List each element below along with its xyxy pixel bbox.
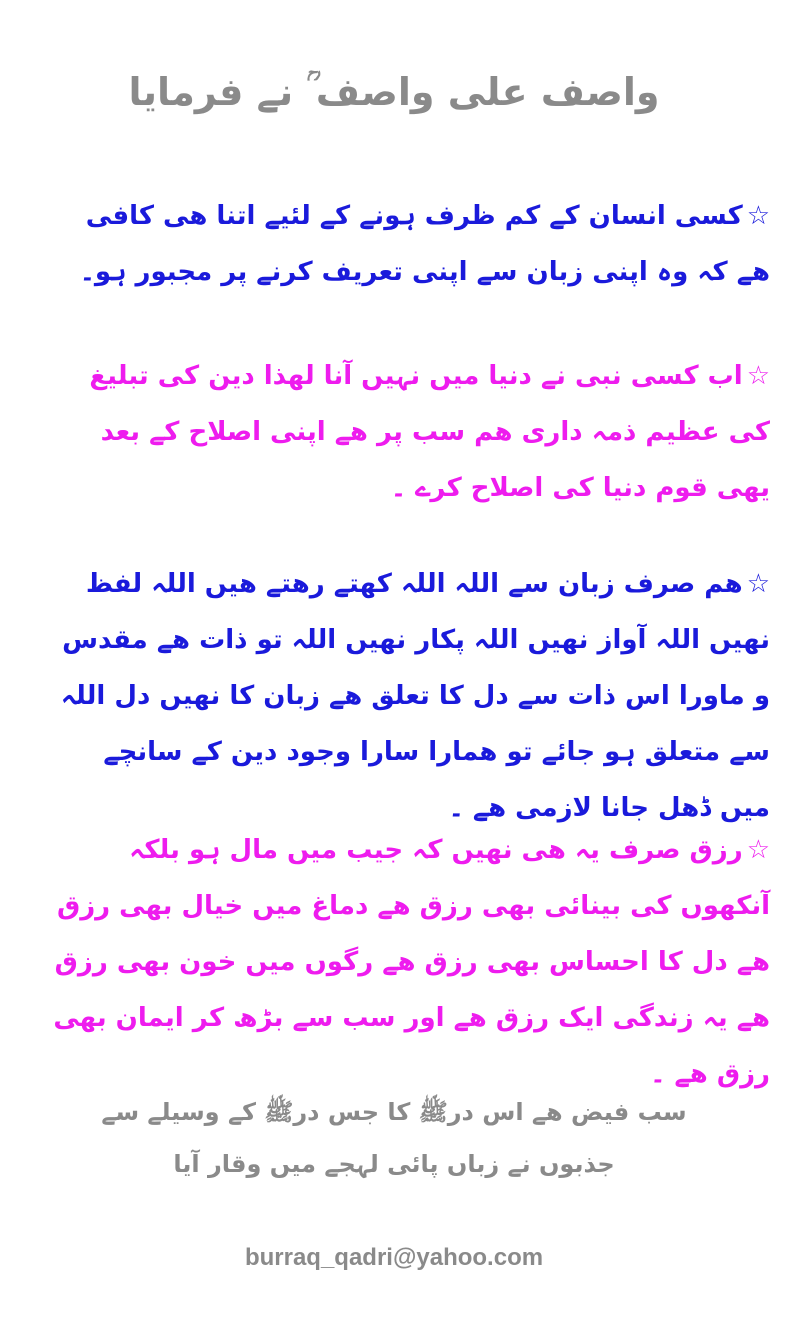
quote-text-1: کسی انسان کے کم ظرف ہونے کے لئیے اتنا ھی کافی ھے کہ وہ اپنی زبان سے اپنی تعریف کرنے پر مجبور ہو۔: [79, 201, 770, 287]
quote-paragraph-1: [60, 188, 770, 300]
quote-paragraph-2: [50, 348, 770, 516]
star-outline-icon: ☆: [746, 569, 770, 599]
poem-line-1: سب فیض ھے اس درﷺ کا جس درﷺ کے وسیلے سے: [101, 1098, 687, 1126]
star-outline-icon: ☆: [746, 201, 770, 231]
quote-text-2: اب کسی نبی نے دنیا میں نہیں آنا لھذا دین کی تبلیغ کی عظیم ذمہ داری ھم سب پر ھے اپنی اصلاح کے بعد یھی قوم دنیا کی اصلاح کرے ۔: [89, 361, 770, 503]
quote-paragraph-4: [50, 822, 770, 1102]
poem-couplet: [0, 1086, 788, 1190]
contact-email: burraq_qadri@yahoo.com: [244, 1244, 544, 1271]
page-title: واصف علی واصف ؒ نے فرمایا: [128, 70, 660, 114]
quote-paragraph-3: [50, 556, 770, 836]
quote-text-4: رزق صرف یہ ھی نھیں کہ جیب میں مال ہو بلکہ آنکھوں کی بینائی بھی رزق ھے دماغ میں خیال بھی رزق ھے دل کا احساس بھی رزق ھے رگوں میں خون بھی رزق ھے یہ زندگی ایک رزق ھے اور سب سے بڑھ کر ایمان بھی رزق ھے ۔: [53, 835, 770, 1089]
star-outline-icon: ☆: [746, 835, 770, 865]
poem-line-2: جذبوں نے زباں پائی لہجے میں وقار آیا: [173, 1150, 615, 1178]
quote-text-3: ھم صرف زبان سے اللہ اللہ کھتے رھتے ھیں اللہ لفظ نھیں اللہ آواز نھیں اللہ پکار نھیں اللہ تو ذات ھے مقدس و ماورا اس ذات سے دل کا تعلق ھے زبان کا نھیں دل اللہ سے متعلق ہو جائے تو ھمارا سارا وجود دین کے سانچے میں ڈھل جانا لازمی ھے ۔: [60, 569, 770, 823]
star-outline-icon: ☆: [746, 361, 770, 391]
